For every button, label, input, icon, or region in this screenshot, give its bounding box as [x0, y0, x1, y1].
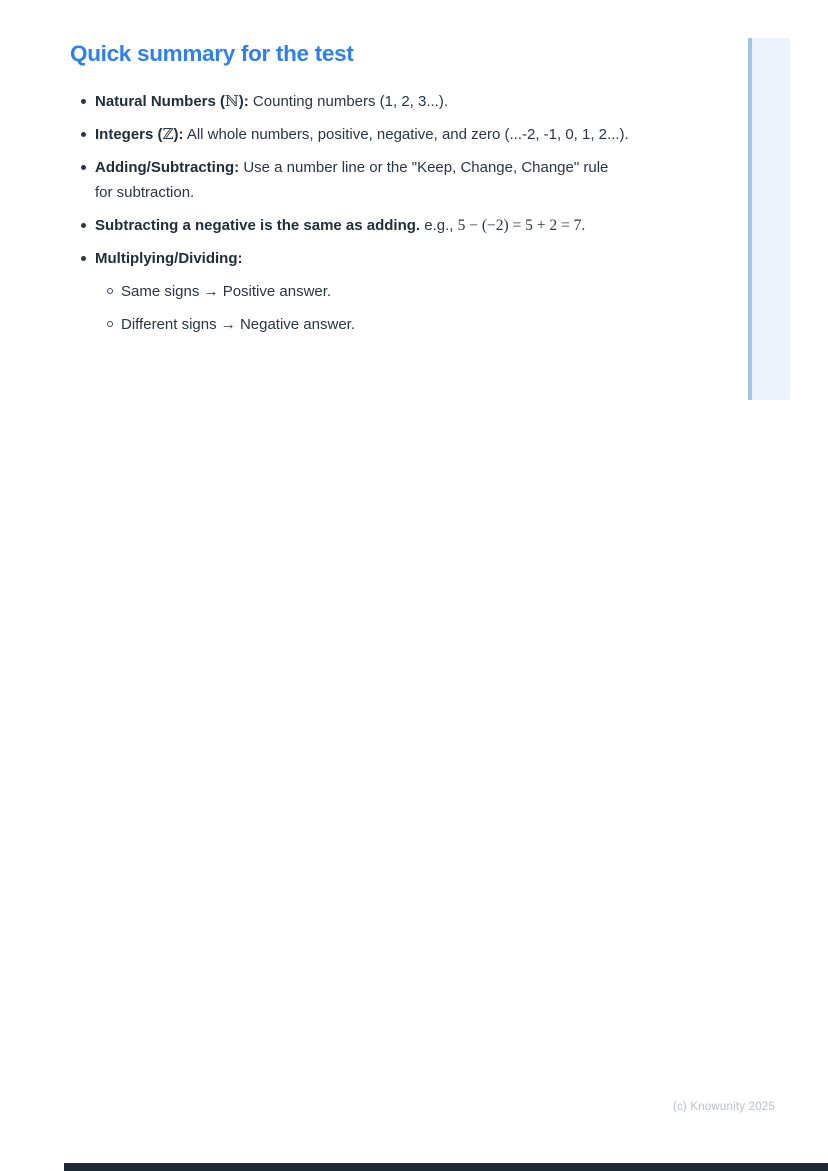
circle-bullet-icon: [107, 288, 113, 294]
natural-numbers-symbol: ℕ: [225, 92, 239, 110]
copyright-text: (c) Knowunity 2025: [672, 1101, 775, 1113]
item-lead: Multiplying/Dividing:: [95, 250, 243, 267]
bottom-bar: [64, 1163, 828, 1171]
list-item: [70, 155, 630, 205]
circle-bullet-icon: [107, 321, 113, 327]
math-expression: 5 − (−2) = 5 + 2 = 7.: [457, 217, 586, 234]
item-lead: Natural Numbers (: [95, 93, 226, 110]
list-item-text: [95, 213, 630, 238]
list-item: [70, 213, 630, 238]
list-item-text: [95, 246, 630, 345]
document-page: [70, 40, 630, 353]
summary-list: [70, 89, 630, 345]
page-title: Quick summary for the test: [70, 41, 354, 66]
bullet-icon: [81, 165, 86, 170]
item-lead: Subtracting a negative is the same as adding.: [95, 217, 421, 234]
side-highlight-panel: [748, 38, 790, 400]
sub-list: [95, 279, 630, 337]
list-item-text: [95, 155, 630, 205]
item-body: e.g.,: [424, 217, 454, 234]
list-item: [70, 89, 630, 114]
list-item: [70, 246, 630, 345]
item-body: Counting numbers (1, 2, 3...).: [252, 93, 449, 110]
list-item-text: [95, 89, 630, 114]
list-item: [70, 122, 630, 147]
item-lead: ):: [173, 126, 184, 143]
bullet-icon: [81, 99, 86, 104]
integers-symbol: ℤ: [162, 125, 174, 143]
item-lead: Adding/Subtracting:: [95, 159, 240, 176]
item-lead: Integers (: [95, 126, 163, 143]
list-item-text: [95, 122, 630, 147]
sub-list-item: [95, 312, 630, 337]
bullet-icon: [81, 256, 86, 261]
sub-item-body: Same signs → Positive answer.: [121, 283, 332, 300]
bullet-icon: [81, 132, 86, 137]
bullet-icon: [81, 223, 86, 228]
sub-list-item: [95, 279, 630, 304]
item-body: All whole numbers, positive, negative, and zero (...-2, -1, 0, 1, 2...).: [186, 126, 629, 143]
sub-item-body: Different signs → Negative answer.: [121, 316, 356, 333]
item-lead: ):: [238, 93, 249, 110]
item-body: Use a number line or the "Keep, Change, Change" rule for subtraction.: [95, 159, 609, 201]
